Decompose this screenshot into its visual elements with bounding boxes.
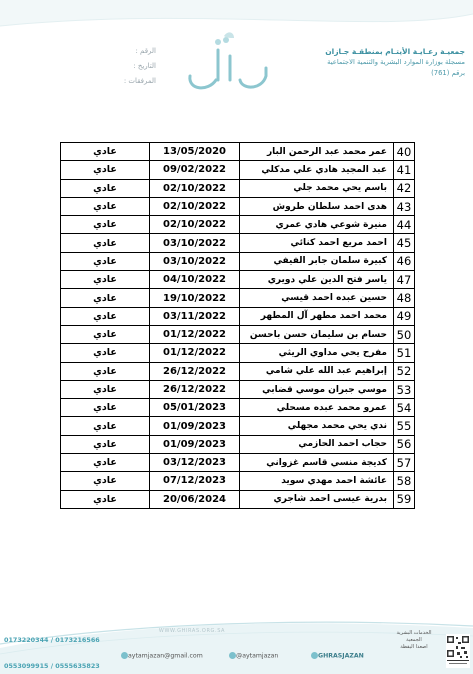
social-text: @aytamjazan: [236, 652, 279, 660]
footer-social[interactable]: [226, 652, 278, 660]
table-row: [61, 472, 415, 490]
email-icon: [121, 652, 128, 659]
document-meta: [92, 44, 156, 89]
date-cell: 05/01/2023: [150, 399, 240, 417]
number-cell: 47: [394, 271, 415, 289]
number-cell: 53: [394, 380, 415, 398]
table-row: [61, 252, 415, 270]
status-cell: عادي: [61, 490, 150, 508]
number-cell: 56: [394, 435, 415, 453]
date-cell: 20/06/2024: [150, 490, 240, 508]
name-cell: حسام بن سليمان حسن باحسن: [240, 325, 394, 343]
table-row: [61, 307, 415, 325]
date-cell: 01/09/2023: [150, 417, 240, 435]
number-cell: 42: [394, 179, 415, 197]
ministry-line-1: الخدمات البشرية: [396, 630, 432, 636]
number-cell: 51: [394, 344, 415, 362]
status-cell: عادي: [61, 234, 150, 252]
date-cell: 01/12/2022: [150, 325, 240, 343]
name-cell: هدى احمد سلطان طروش: [240, 197, 394, 215]
status-cell: عادي: [61, 216, 150, 234]
date-cell: 09/02/2022: [150, 161, 240, 179]
table-row: [61, 344, 415, 362]
table-row: [61, 143, 415, 161]
ministry-line-3: اصعدا اليقظة: [400, 644, 428, 650]
name-cell: باسم يحي محمد جلي: [240, 179, 394, 197]
name-cell: كديجة منسي قاسم غزواني: [240, 454, 394, 472]
table-row: [61, 399, 415, 417]
date-cell: 07/12/2023: [150, 472, 240, 490]
number-cell: 59: [394, 490, 415, 508]
name-cell: احمد مريع احمد كنائي: [240, 234, 394, 252]
table-row: [61, 234, 415, 252]
footer-website[interactable]: WWW.GHIRAS.ORG.SA: [158, 628, 226, 634]
name-cell: مفرح يحي مداوي الريثي: [240, 344, 394, 362]
date-label: التاريخ :: [133, 62, 156, 70]
table-row: [61, 161, 415, 179]
number-cell: 50: [394, 325, 415, 343]
name-cell: عائشة احمد مهدي سويد: [240, 472, 394, 490]
number-cell: 55: [394, 417, 415, 435]
footer-email[interactable]: [118, 652, 203, 660]
organization-name: جمعيـة رعـايـة الأيتـام بمنطقـة جـازان: [325, 47, 465, 56]
ministry-line-2: الجمعية: [406, 637, 422, 643]
name-cell: ياسر فتح الدين علي دويري: [240, 271, 394, 289]
attachments-label: المرفقات :: [123, 77, 156, 85]
name-cell: عمر محمد عبد الرحمن البار: [240, 143, 394, 161]
status-cell: عادي: [61, 271, 150, 289]
name-cell: كبيرة سلمان جابر الفيفي: [240, 252, 394, 270]
status-cell: عادي: [61, 179, 150, 197]
status-cell: عادي: [61, 344, 150, 362]
handle-icon: [311, 652, 318, 659]
date-cell: 01/12/2022: [150, 344, 240, 362]
reference-label: الرقم :: [135, 47, 156, 55]
number-cell: 57: [394, 454, 415, 472]
table-body: [61, 143, 415, 509]
name-cell: موسي جبران موسي قضابي: [240, 380, 394, 398]
name-cell: محمد احمد مطهر آل المطهر: [240, 307, 394, 325]
status-cell: عادي: [61, 252, 150, 270]
footer-handle[interactable]: [308, 652, 364, 660]
email-text: aytamjazan@gmail.com: [128, 652, 203, 660]
date-cell: 26/12/2022: [150, 362, 240, 380]
number-cell: 43: [394, 197, 415, 215]
number-cell: 54: [394, 399, 415, 417]
date-cell: 03/11/2022: [150, 307, 240, 325]
number-cell: 48: [394, 289, 415, 307]
date-cell: 03/10/2022: [150, 252, 240, 270]
status-cell: عادي: [61, 362, 150, 380]
status-cell: عادي: [61, 454, 150, 472]
status-cell: عادي: [61, 435, 150, 453]
number-cell: 40: [394, 143, 415, 161]
ministry-logo: [386, 630, 442, 651]
number-cell: 44: [394, 216, 415, 234]
date-cell: 04/10/2022: [150, 271, 240, 289]
table-row: [61, 325, 415, 343]
date-cell: 26/12/2022: [150, 380, 240, 398]
status-cell: عادي: [61, 472, 150, 490]
name-cell: حجاب احمد الحازمي: [240, 435, 394, 453]
status-cell: عادي: [61, 399, 150, 417]
table-row: [61, 380, 415, 398]
table-row: [61, 417, 415, 435]
registration-number: برقم (761): [431, 69, 465, 77]
date-cell: 19/10/2022: [150, 289, 240, 307]
name-cell: عبد المجيد هادي علي مدكلي: [240, 161, 394, 179]
date-cell: 02/10/2022: [150, 179, 240, 197]
date-cell: 02/10/2022: [150, 216, 240, 234]
status-cell: عادي: [61, 307, 150, 325]
registration-line: مسجلة بوزارة الموارد البشرية والتنمية الاجتماعية: [327, 58, 465, 66]
organization-header: [295, 46, 465, 79]
table-row: [61, 271, 415, 289]
handle-text: GHRASJAZAN: [318, 652, 364, 660]
date-cell: 02/10/2022: [150, 197, 240, 215]
social-icon: [229, 652, 236, 659]
table-row: [61, 435, 415, 453]
status-cell: عادي: [61, 197, 150, 215]
name-cell: بدرية عيسى احمد شاجري: [240, 490, 394, 508]
table-row: [61, 362, 415, 380]
name-cell: منيرة شوعي هادي عمري: [240, 216, 394, 234]
orphans-table: [60, 142, 415, 509]
table-row: [61, 454, 415, 472]
status-cell: عادي: [61, 380, 150, 398]
status-cell: عادي: [61, 417, 150, 435]
ghiras-logo: [178, 30, 278, 100]
table-row: [61, 289, 415, 307]
table-row: [61, 490, 415, 508]
name-cell: إبراهيم عبد الله علي شامي: [240, 362, 394, 380]
number-cell: 58: [394, 472, 415, 490]
date-cell: 03/12/2023: [150, 454, 240, 472]
status-cell: عادي: [61, 289, 150, 307]
number-cell: 41: [394, 161, 415, 179]
qr-code[interactable]: [446, 634, 470, 668]
number-cell: 45: [394, 234, 415, 252]
number-cell: 52: [394, 362, 415, 380]
table-row: [61, 216, 415, 234]
date-cell: 03/10/2022: [150, 234, 240, 252]
number-cell: 49: [394, 307, 415, 325]
number-cell: 46: [394, 252, 415, 270]
name-cell: ندي يحي محمد مجهلي: [240, 417, 394, 435]
table-row: [61, 197, 415, 215]
footer-phone-2: 0553099915 / 0555635823: [4, 662, 100, 670]
name-cell: عمرو محمد عبده مسحلي: [240, 399, 394, 417]
status-cell: عادي: [61, 325, 150, 343]
name-cell: حسين عبده احمد قيسي: [240, 289, 394, 307]
date-cell: 13/05/2020: [150, 143, 240, 161]
status-cell: عادي: [61, 143, 150, 161]
table-row: [61, 179, 415, 197]
footer-phone-1: 0173220344 / 0173216566: [4, 636, 100, 644]
status-cell: عادي: [61, 161, 150, 179]
date-cell: 01/09/2023: [150, 435, 240, 453]
